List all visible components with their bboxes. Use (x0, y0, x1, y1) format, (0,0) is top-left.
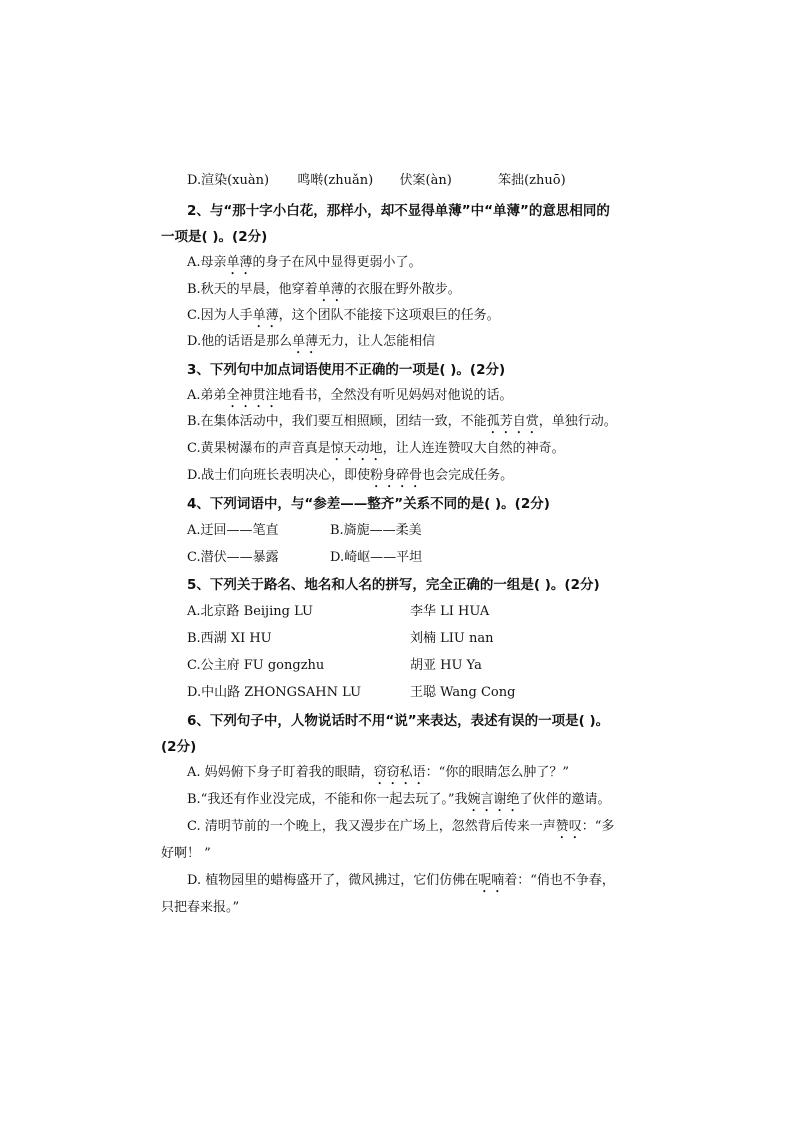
q6-option-c-line2: 好啊！ ” (161, 846, 211, 861)
q2-c-post: ，这个团队不能接下这项艰巨的任务。 (278, 308, 500, 323)
q5-option-b-right: 刘楠 LIU nan (410, 631, 494, 646)
q4-option-a: A.迂回——笔直 (187, 523, 279, 538)
q5-option-a-right: 李华 LI HUA (410, 604, 490, 619)
q1-d-word3: 伏案(àn) (399, 173, 452, 188)
q2-option-a (187, 254, 422, 278)
q6-a-post: ：“你的眼睛怎么肿了？” (425, 765, 569, 780)
q3-a-post: 地看书，全然没有听见妈妈对他说的话。 (278, 388, 513, 403)
q4-option-d: D.崎岖——平坦 (330, 550, 423, 565)
q5-option-b-left: B.西湖 XI HU (187, 631, 272, 646)
q2-d-post: 无力，让人怎能相信 (318, 334, 436, 349)
q3-option-b (187, 413, 617, 437)
q2-option-d (187, 333, 435, 357)
q2-c-dotted-word: 单薄 (252, 308, 279, 323)
q2-c-pre: C.因为人手 (187, 308, 253, 323)
q2-a-pre: A.母亲 (187, 255, 227, 270)
q3-c-dotted-word: 惊天动地 (330, 441, 383, 456)
q1-d-word1: D.渲染(xuàn) (187, 173, 270, 188)
q6-b-post: 了伙伴的邀请。 (519, 792, 611, 807)
q5-option-d-left: D.中山路 ZHONGSAHN LU (187, 685, 362, 700)
q6-d-post: 着：“俏也不争春， (504, 873, 615, 888)
q3-stem: 3、下列句中加点词语使用不正确的一项是( )。(2分) (187, 362, 506, 378)
q2-option-c (187, 307, 500, 331)
q3-c-post: ，让人连连赞叹大自然的神奇。 (382, 441, 565, 456)
q6-d-pre: D. 植物园里的蜡梅盛开了，微风拂过，它们仿佛在 (187, 873, 479, 888)
q1-d-word4: 笨拙(zhuō) (498, 173, 566, 188)
q6-option-b (187, 791, 611, 815)
q6-a-dotted-word: 窃窃私语 (373, 765, 426, 780)
q1-d-word2: 鸣啭(zhuǎn) (297, 173, 374, 188)
q3-option-d (187, 467, 513, 491)
q6-c-dotted-word: 赞叹 (555, 819, 582, 834)
q5-option-c-left: C.公主府 FU gongzhu (187, 658, 325, 673)
q6-c-pre: C. 清明节前的一个晚上，我又漫步在广场上，忽然背后传来一声 (187, 819, 556, 834)
q3-b-dotted-word: 孤芳自赏 (486, 414, 539, 429)
q4-option-b: B.旖旎——柔美 (330, 523, 422, 538)
q5-stem: 5、下列关于路名、地名和人名的拼写，完全正确的一组是( )。(2分) (187, 577, 600, 593)
q5-option-d-right: 王聪 Wang Cong (410, 685, 516, 700)
q3-option-a (187, 387, 513, 411)
q6-a-pre: A. 妈妈俯下身子盯着我的眼睛， (187, 765, 374, 780)
q2-a-dotted-word: 单薄 (226, 255, 253, 270)
q2-b-pre: B.秋天的早晨，他穿着 (187, 282, 318, 297)
q6-stem-line2: (2分) (161, 739, 197, 755)
q3-b-pre: B.在集体活动中，我们要互相照顾，团结一致，不能 (187, 414, 487, 429)
q6-option-a (187, 764, 569, 788)
q2-stem-line2: 一项是( )。(2分) (161, 229, 268, 245)
q3-d-dotted-word: 粉身碎骨 (370, 468, 423, 483)
q3-a-pre: A.弟弟 (187, 388, 227, 403)
q2-stem-line1: 2、与“那十字小白花，那样小，却不显得单薄”中“单薄”的意思相同的 (187, 203, 610, 219)
q2-d-pre: D.他的话语是那么 (187, 334, 293, 349)
q6-option-d-line2: 只把春来报。” (161, 900, 240, 915)
q2-b-post: 的衣服在野外散步。 (343, 282, 461, 297)
q3-c-pre: C.黄果树瀑布的声音真是 (187, 441, 331, 456)
q4-stem: 4、下列词语中，与“参差——整齐”关系不同的是( )。(2分) (187, 496, 550, 512)
q6-c-post: ：“多 (581, 819, 615, 834)
q6-b-dotted-word: 婉言谢绝 (467, 792, 520, 807)
q6-b-pre: B.“我还有作业没完成，不能和你一起去玩了。”我 (187, 792, 468, 807)
q3-option-c (187, 440, 565, 464)
q3-b-post: ，单独行动。 (538, 414, 617, 429)
q6-d-dotted-word: 呢喃 (478, 873, 505, 888)
q6-stem-line1: 6、下列句子中，人物说话时不用“说”来表达，表述有误的一项是( )。 (187, 713, 610, 729)
q2-b-dotted-word: 单薄 (317, 282, 344, 297)
q2-a-post: 的身子在风中显得更弱小了。 (252, 255, 422, 270)
q3-a-dotted-word: 全神贯注 (226, 388, 279, 403)
q3-d-post: 也会完成任务。 (422, 468, 514, 483)
q1-option-d (187, 172, 566, 190)
q5-option-a-left: A.北京路 Beijing LU (187, 604, 313, 619)
q5-option-c-right: 胡亚 HU Ya (410, 658, 482, 673)
q3-d-pre: D.战士们向班长表明决心，即使 (187, 468, 371, 483)
q2-option-b (187, 281, 461, 305)
q4-option-c: C.潜伏——暴露 (187, 550, 279, 565)
q6-option-c-line1 (187, 818, 614, 842)
q6-option-d-line1 (187, 872, 615, 896)
q2-d-dotted-word: 单薄 (292, 334, 319, 349)
